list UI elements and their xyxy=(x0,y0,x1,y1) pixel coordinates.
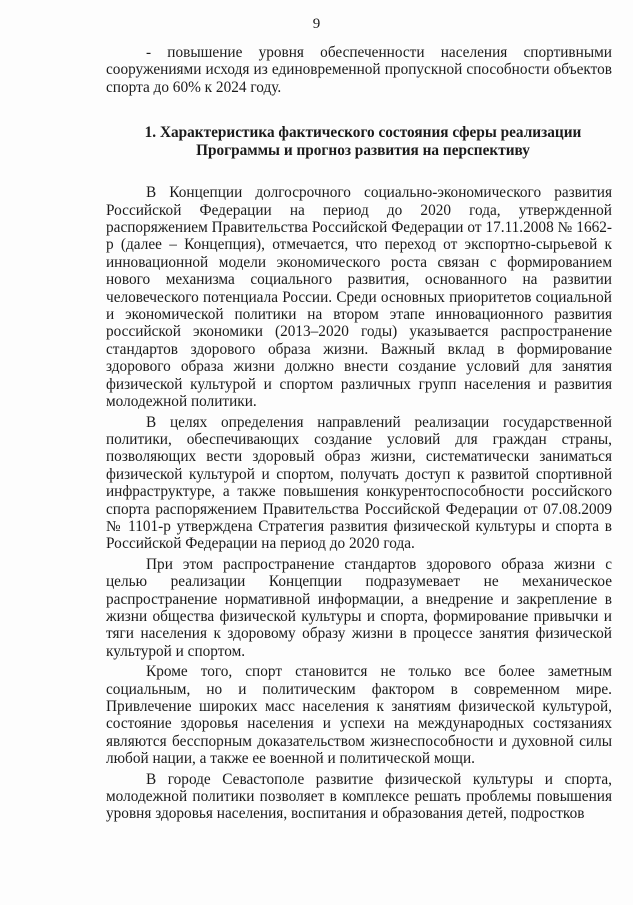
page-number: 9 xyxy=(312,16,321,32)
paragraph-strategy: В целях определения направлений реализации государственной политики, обеспечивающих создание условий для граждан страны, позволяющих вести здоровый образ жизни, систематически заниматься физической культурой и спортом, получать доступ к развитой спортивной инфраструктуре, а также повышения конкурентоспособности российского спорта распоряжением Правительства Российской Федерации от 07.08.2009 № 1101-р утверждена Стратегия развития физической культуры и спорта в Российской Федерации на период до 2020 года. xyxy=(106,413,612,553)
section-heading-line-1: 1. Характеристика фактического состояния сферы реализации xyxy=(144,124,582,142)
section-heading xyxy=(106,124,612,160)
paragraph-sport-factor: Кроме того, спорт становится не только все более заметным социальным, но и политическим фактором в современном мире. Привлечение широких масс населения к занятиям физической культурой, состояние здоровья населения и успехи на международных состязаниях являются бесспорным доказательством жизнеспособности и духовной силы любой нации, а также ее военной и политической мощи. xyxy=(106,663,612,768)
paragraph-sevastopol: В городе Севастополе развитие физической культуры и спорта, молодежной политики позволяет в комплексе решать проблемы повышения уровня здоровья населения, воспитания и образования детей, подростков xyxy=(106,770,612,823)
page-body xyxy=(106,44,612,823)
intro-paragraph: - повышение уровня обеспеченности населения спортивными сооружениями исходя из единовременной пропускной способности объектов спорта до 60% к 2024 году. xyxy=(106,44,612,96)
paragraph-standards: При этом распространение стандартов здорового образа жизни с целью реализации Концепции подразумевает не механическое распространение нормативной информации, а внедрение и закрепление в жизни общества физической культуры и спорта, формирование привычки и тяги населения к здоровому образу жизни в процессе занятия физической культурой и спортом. xyxy=(106,555,612,660)
paragraph-concept: В Концепции долгосрочного социально-экономического развития Российской Федерации на период до 2020 года, утвержденной распоряжением Правительства Российской Федерации от 17.11.2008 № 1662-р (далее – Концепция), отмечается, что переход от экспортно-сырьевой к инновационной модели экономического роста связан с формированием нового механизма социального развития, основанного на развитии человеческого потенциала России. Среди основных приоритетов социальной и экономической политики на втором этапе инновационного развития российской экономики (2013–2020 годы) указывается распространение стандартов здорового образа жизни. Важный вклад в формирование здорового образа жизни должно внести создание условий для занятия физической культурой и спортом различных групп населения и развития молодежной политики. xyxy=(106,184,612,411)
section-heading-line-2: Программы и прогноз развития на перспективу xyxy=(196,142,530,160)
